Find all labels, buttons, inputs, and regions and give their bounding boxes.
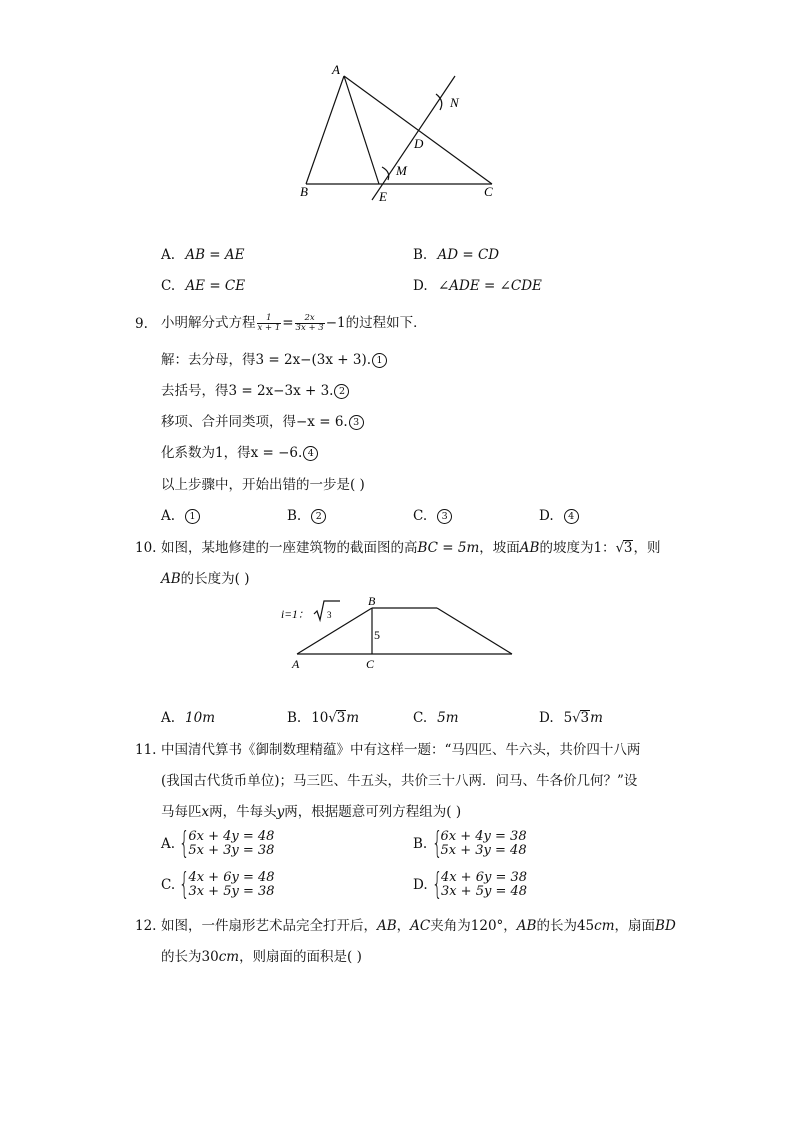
label-b-slope: B: [368, 594, 376, 608]
slope-label: i=1：: [281, 609, 310, 621]
segment-ae: [344, 76, 379, 184]
q9-step-2: 去括号，得3 = 2x−3x + 3. 2: [161, 382, 349, 400]
q11-option-a[interactable]: A. { 6x + 4y = 48 5x + 3y = 38: [161, 826, 275, 861]
q9-stem: 小明解分式方程 $\frac{1}{x + 1}$ = $\frac{2x}{3x + 3}$ −1的过程如下．: [161, 313, 427, 333]
label-c-slope: C: [366, 657, 375, 671]
q12-line-1: 如图，一件扇形艺术品完全打开后，AB，AC夹角为120°，AB的长为45cm，扇面BD: [161, 918, 676, 934]
q10-option-b[interactable]: B. 10√3m: [287, 710, 360, 726]
q11-line-1: 中国清代算书《御制数理精蕴》中有这样一题：“马四匹、牛六头，共价四十八两: [161, 742, 641, 758]
q10-option-a[interactable]: A. 10m: [161, 710, 216, 726]
q9-option-d[interactable]: D. 4: [539, 507, 579, 525]
q11-line-2: (我国古代货币单位)；马三匹、牛五头，共价三十八两．问马、牛各价几何？”设: [161, 773, 638, 789]
height-label: 5: [374, 628, 380, 642]
q11-option-b[interactable]: B. { 6x + 4y = 38 5x + 3y = 48: [413, 826, 527, 861]
q10-line-2: AB的长度为( ): [161, 571, 250, 587]
q10-number: 10.: [135, 540, 157, 556]
circled-number-3: 3: [349, 415, 364, 430]
q11-line-3: 马每匹x两，牛每头y两，根据题意可列方程组为( ): [161, 804, 462, 820]
q8-option-c[interactable]: C. AE = CE: [161, 278, 246, 294]
q9-fraction-1: $\frac{1}{x + 1}$: [257, 313, 281, 333]
q10-line-1: 如图，某地修建的一座建筑物的截面图的高BC = 5m，坡面AB的坡度为1：√3，则: [161, 540, 661, 556]
q9-step-3: 移项、合并同类项，得−x = 6. 3: [161, 413, 364, 431]
slope-figure: [0, 590, 794, 710]
label-d: D: [414, 136, 424, 151]
q11-number: 11.: [135, 742, 157, 758]
q8-option-d[interactable]: D. ∠ADE = ∠CDE: [413, 278, 542, 294]
triangle-figure: [0, 0, 794, 240]
label-n: N: [450, 95, 459, 110]
q9-option-a[interactable]: A. 1: [161, 507, 200, 525]
q8-option-a[interactable]: A. AB = AE: [161, 247, 245, 263]
label-c: C: [484, 184, 493, 199]
q9-option-b[interactable]: B. 2: [287, 507, 326, 525]
q10-option-c[interactable]: C. 5m: [413, 710, 459, 726]
segment-ab: [306, 76, 344, 184]
q11-option-d[interactable]: D. { 4x + 6y = 38 3x + 5y = 48: [413, 867, 528, 902]
q12-number: 12.: [135, 918, 157, 934]
slope-root-value: 3: [327, 610, 332, 620]
label-a: A: [332, 62, 340, 77]
segment-right: [437, 608, 512, 654]
circled-number-4: 4: [303, 446, 318, 461]
q9-number: 9.: [135, 316, 148, 332]
label-e: E: [379, 189, 387, 204]
circled-number-2: 2: [334, 384, 349, 399]
q12-line-2: 的长为30cm，则扇面的面积是( ): [161, 949, 362, 965]
label-b: B: [300, 184, 308, 199]
segment-ac: [344, 76, 492, 184]
q11-option-c[interactable]: C. { 4x + 6y = 48 3x + 5y = 38: [161, 867, 275, 902]
q8-option-b[interactable]: B. AD = CD: [413, 247, 500, 263]
label-m: M: [396, 163, 407, 178]
q9-step-1: 解：去分母，得3 = 2x−(3x + 3). 1: [161, 351, 387, 369]
arc-m: [382, 167, 389, 180]
q9-option-c[interactable]: C. 3: [413, 507, 452, 525]
circled-number-1: 1: [372, 353, 387, 368]
label-a-slope: A: [292, 657, 300, 671]
q9-question: 以上步骤中，开始出错的一步是( ): [161, 477, 365, 493]
q9-step-4: 化系数为1，得x = −6. 4: [161, 444, 318, 462]
q9-fraction-2: $\frac{2x}{3x + 3}$: [295, 313, 324, 333]
q10-option-d[interactable]: D. 5√3m: [539, 710, 603, 726]
